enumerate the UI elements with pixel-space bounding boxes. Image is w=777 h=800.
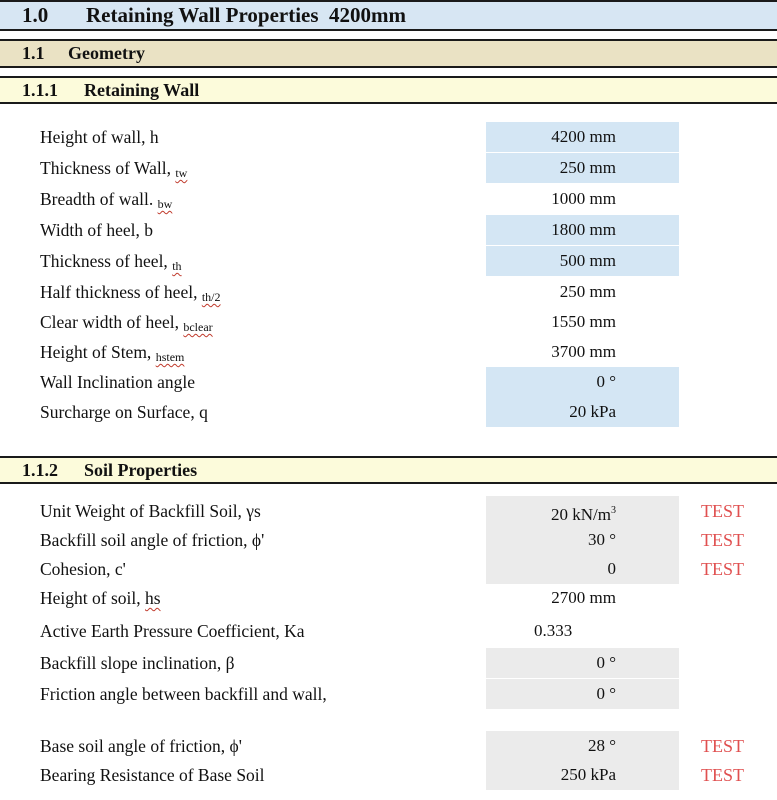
property-value: 30 ° <box>587 530 616 549</box>
property-value: 20 kPa <box>569 402 616 421</box>
value-cell <box>486 307 679 337</box>
input-cell[interactable] <box>486 679 679 709</box>
property-row-half-thickness-of-heel <box>0 277 777 307</box>
section-1-1-header <box>0 39 777 68</box>
property-value: 250 mm <box>559 282 616 301</box>
test-flag: TEST <box>701 501 744 521</box>
test-flag: TEST <box>701 530 744 550</box>
property-value: 250 mm <box>559 158 616 177</box>
section-number: 1.1 <box>22 43 45 63</box>
property-value: 3700 mm <box>551 342 616 361</box>
property-row-base-soil-friction-angle <box>0 731 777 761</box>
property-value: 0 ° <box>596 372 616 391</box>
property-row-surcharge-on-surface <box>0 397 777 427</box>
property-value: 0.333 <box>534 621 573 640</box>
property-label: Thickness of Wall, $_{tw}$ <box>40 158 188 180</box>
property-row-height-of-soil <box>0 583 777 613</box>
property-label: Unit Weight of Backfill Soil, γs <box>40 501 261 521</box>
property-label: Width of heel, b <box>40 220 154 240</box>
property-label: Backfill slope inclination, β <box>40 653 235 673</box>
input-cell[interactable] <box>486 122 679 152</box>
section-title: Soil Properties <box>84 460 198 480</box>
property-label: Half thickness of heel, $_{th/2}$ <box>40 282 221 304</box>
property-row-height-of-wall <box>0 122 777 152</box>
property-label: Friction angle between backfill and wall, <box>40 684 327 704</box>
value-cell <box>486 616 679 646</box>
property-label: Clear width of heel, $_{bclear}$ <box>40 312 213 334</box>
section-1-header <box>0 0 777 31</box>
property-value: 4200 mm <box>551 127 616 146</box>
property-label: Thickness of heel, $_{th}$ <box>40 251 182 273</box>
section-1-1-2-header <box>0 456 777 484</box>
property-row-bearing-resistance <box>0 760 777 790</box>
property-row-backfill-slope <box>0 648 777 678</box>
property-label: Height of soil, hs <box>40 588 161 608</box>
test-flag: TEST <box>701 736 744 756</box>
property-label: Bearing Resistance of Base Soil <box>40 765 265 785</box>
property-value: 0 ° <box>596 684 616 703</box>
property-value: 28 ° <box>587 736 616 755</box>
value-cell <box>486 184 679 214</box>
property-label: Cohesion, c' <box>40 559 126 579</box>
property-value: 2700 mm <box>551 588 616 607</box>
property-row-unit-weight-backfill <box>0 496 777 526</box>
property-row-thickness-of-heel <box>0 246 777 276</box>
property-value: 250 kPa <box>560 765 616 784</box>
property-label: Breadth of wall. $_{bw}$ <box>40 189 173 211</box>
input-cell[interactable] <box>486 246 679 276</box>
section-title: Geometry <box>68 43 145 63</box>
section-title: Retaining Wall Properties 4200mm <box>86 3 407 27</box>
section-1-1-1-header <box>0 76 777 104</box>
property-row-width-of-heel <box>0 215 777 245</box>
test-flag: TEST <box>701 765 744 785</box>
input-cell[interactable] <box>486 760 679 790</box>
property-label: Height of wall, h <box>40 127 159 147</box>
property-label: Height of Stem, $_{hstem}$ <box>40 342 185 364</box>
input-cell[interactable] <box>486 153 679 183</box>
property-value: 0 <box>607 559 616 578</box>
property-value: 20 $kN/m^3$ <box>551 505 616 524</box>
property-row-thickness-of-wall <box>0 153 777 183</box>
input-cell[interactable] <box>486 397 679 427</box>
property-label: Active Earth Pressure Coefficient, Ka <box>40 621 305 641</box>
section-number: 1.1.1 <box>22 80 58 100</box>
property-row-height-of-stem <box>0 337 777 367</box>
input-cell[interactable] <box>486 554 679 584</box>
property-row-breadth-of-wall <box>0 184 777 214</box>
property-row-clear-width-of-heel <box>0 307 777 337</box>
property-label: Wall Inclination angle <box>40 372 196 392</box>
property-row-active-earth-pressure <box>0 616 777 646</box>
value-cell <box>486 583 679 613</box>
input-cell[interactable] <box>486 496 679 526</box>
section-number: 1.1.2 <box>22 460 58 480</box>
property-label: Base soil angle of friction, ϕ' <box>40 736 242 756</box>
property-value: 500 mm <box>559 251 616 270</box>
test-flag: TEST <box>701 559 744 579</box>
property-value: 1000 mm <box>551 189 616 208</box>
section-title: Retaining Wall <box>84 80 200 100</box>
input-cell[interactable] <box>486 215 679 245</box>
value-cell <box>486 277 679 307</box>
property-value: 1550 mm <box>551 312 616 331</box>
property-row-cohesion <box>0 554 777 584</box>
property-row-wall-friction-angle <box>0 679 777 709</box>
section-number: 1.0 <box>22 3 49 27</box>
input-cell[interactable] <box>486 525 679 555</box>
property-label: Surcharge on Surface, q <box>40 402 208 422</box>
property-label: Backfill soil angle of friction, ϕ' <box>40 530 265 550</box>
property-row-wall-inclination-angle <box>0 367 777 397</box>
property-row-backfill-friction-angle <box>0 525 777 555</box>
input-cell[interactable] <box>486 648 679 678</box>
input-cell[interactable] <box>486 367 679 397</box>
property-value: 0 ° <box>596 653 616 672</box>
value-cell <box>486 337 679 367</box>
input-cell[interactable] <box>486 731 679 761</box>
property-value: 1800 mm <box>551 220 616 239</box>
